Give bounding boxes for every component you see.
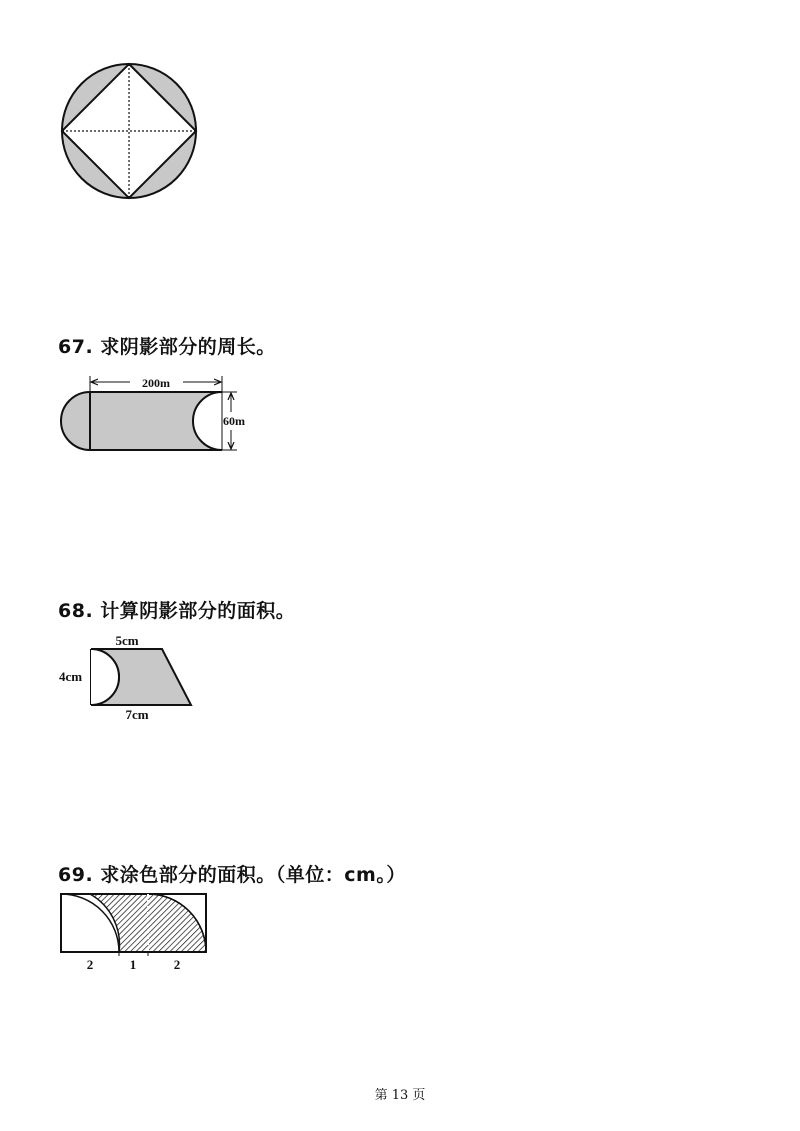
question-68-title: [58, 596, 295, 623]
segment-label-3: 2: [173, 957, 181, 972]
length-label: 200m: [142, 376, 170, 390]
question-67-number: 67.: [58, 336, 94, 358]
trapezoid-figure: [55, 630, 205, 725]
bottom-label: 7cm: [125, 707, 149, 722]
question-69-title: [58, 860, 406, 887]
left-label: 4cm: [59, 669, 83, 684]
segment-label-2: 1: [129, 957, 137, 972]
top-label: 5cm: [115, 633, 139, 648]
segment-label-1: 2: [86, 957, 94, 972]
rectangle-arcs-figure: [55, 885, 215, 975]
question-68-text: 计算阴影部分的面积。: [100, 600, 296, 622]
question-69-text: 求涂色部分的面积。（单位：cm。）: [100, 864, 406, 886]
height-label: 60m: [223, 414, 245, 428]
circle-square-figure: [55, 60, 205, 205]
question-67-text: 求阴影部分的周长。: [100, 336, 276, 358]
track-figure: [55, 370, 265, 460]
question-68-number: 68.: [58, 600, 94, 622]
page-number: 第 13 页: [374, 1088, 426, 1103]
question-67-title: [58, 332, 276, 359]
question-69-number: 69.: [58, 864, 94, 886]
track-shaded-region: [61, 392, 222, 450]
